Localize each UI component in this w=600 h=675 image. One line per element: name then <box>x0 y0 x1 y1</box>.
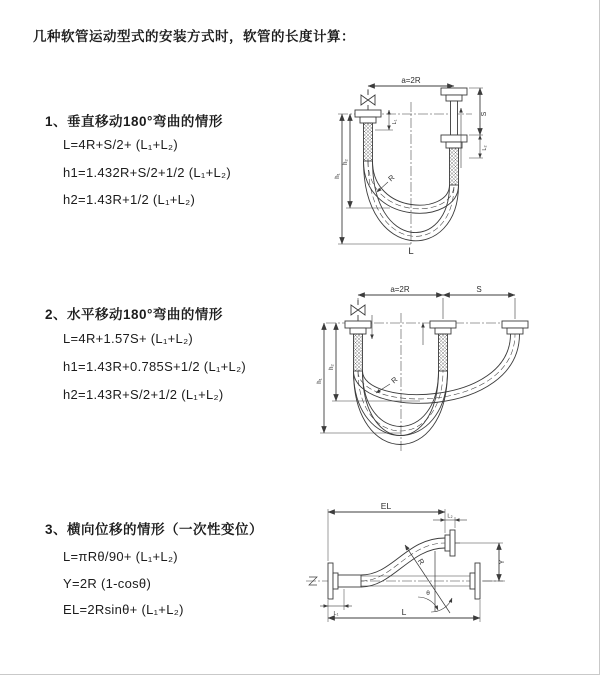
formula-line: h2=1.43R+1/2 (L₁+L₂) <box>63 192 196 207</box>
dim-label-el: EL <box>380 501 392 511</box>
diagram-horizontal-180-bend <box>310 283 600 463</box>
valve-icon <box>351 300 365 321</box>
section-1-heading: 1、垂直移动180°弯曲的情形 <box>45 114 223 129</box>
braided-hose-section <box>450 148 459 185</box>
radius-leader <box>377 182 388 192</box>
flange-left <box>328 563 361 599</box>
diagram-vertical-180-bend <box>312 72 597 257</box>
radius-leader <box>405 545 450 613</box>
diagram-lateral-displacement <box>298 501 598 649</box>
radius-label: R <box>386 172 397 184</box>
dim-label-h2: h₂ <box>329 364 335 370</box>
dim-label-l2: L₂ <box>482 145 488 151</box>
hose-fitting-middle <box>430 321 456 371</box>
angle-label: θ <box>426 590 430 597</box>
page-title: 几种软管运动型式的安装方式时，软管的长度计算： <box>33 29 355 44</box>
formula-line: Y=2R (1-cosθ) <box>63 576 152 591</box>
braided-hose-section <box>439 334 448 371</box>
dim-label-y: Y <box>499 559 506 565</box>
dim-label-l2: L₂ <box>447 513 453 520</box>
radius-label: R <box>415 556 427 567</box>
braided-hose-section <box>354 334 363 371</box>
formula-line: h2=1.43R+S/2+1/2 (L₁+L₂) <box>63 387 224 402</box>
length-label: L <box>408 246 414 257</box>
hose-curves <box>354 334 520 445</box>
hose-fitting-left <box>345 321 371 371</box>
formula-line: EL=2Rsinθ+ (L₁+L₂) <box>63 602 184 617</box>
flange-right-lower <box>470 563 480 599</box>
valve-icon <box>361 90 375 110</box>
dim-label-span: a=2R <box>401 76 421 85</box>
braided-hose-section <box>364 123 373 161</box>
formula-line: L=πRθ/90+ (L₁+L₂) <box>63 549 178 564</box>
hose-fitting-right <box>441 88 467 185</box>
section-3-heading: 3、横向位移的情形（一次性变位） <box>45 522 264 537</box>
hose-fitting-left <box>355 110 381 161</box>
dim-label-s: S <box>481 111 488 117</box>
hose-fitting-right <box>502 321 528 334</box>
length-label: L <box>401 607 407 617</box>
formula-line: L=4R+1.57S+ (L₁+L₂) <box>63 331 194 346</box>
dim-label-h1: h₁ <box>317 378 323 384</box>
dim-label-h1: h₁ <box>335 173 341 179</box>
formula-line: L=4R+S/2+ (L₁+L₂) <box>63 137 178 152</box>
dim-label-h2: h₂ <box>343 159 349 165</box>
dim-label-l1: L₁ <box>333 611 339 617</box>
dim-label-span: a=2R <box>390 285 410 294</box>
formula-line: h1=1.43R+0.785S+1/2 (L₁+L₂) <box>63 359 247 374</box>
radius-label: R <box>389 374 400 386</box>
dim-label-l1: L₁ <box>392 119 398 125</box>
formula-line: h1=1.432R+S/2+1/2 (L₁+L₂) <box>63 165 231 180</box>
dim-label-s: S <box>476 285 482 294</box>
section-2-heading: 2、水平移动180°弯曲的情形 <box>45 307 223 322</box>
flange-right-upper <box>445 530 455 556</box>
